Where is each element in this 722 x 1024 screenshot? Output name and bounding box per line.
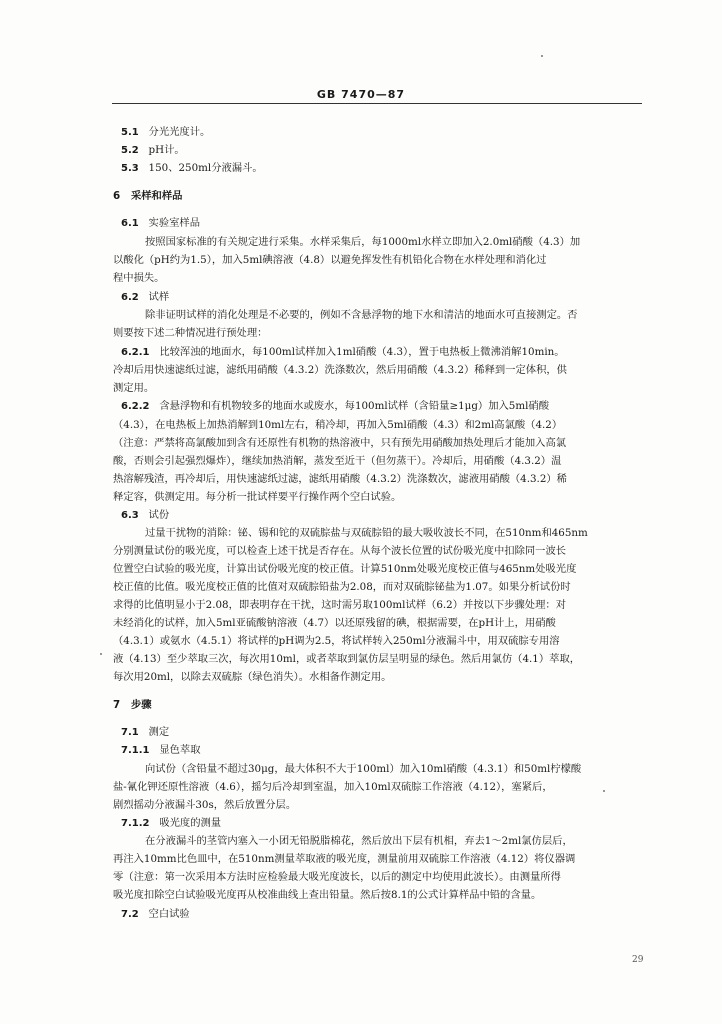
item-5-3: 5.3 150、250ml分液漏斗。: [121, 162, 263, 174]
heading-6-2: 6.2 试样: [121, 291, 170, 303]
para-6-2-1-line: 冷却后用快速滤纸过滤，滤纸用硝酸（4.3.2）洗涤数次，然后用硝酸（4.3.2）稀释到一定体积，供: [113, 364, 567, 376]
para-7-1-2-line: 在分液漏斗的茎管内塞入一小团无铅脱脂棉花，然后放出下层有机相，弃去1～2ml氯仿层后，: [145, 835, 573, 847]
item-5-2: 5.2 pH计。: [121, 144, 185, 156]
scan-speck: [541, 55, 543, 57]
page-header: GB 7470—87: [316, 88, 406, 101]
para-6-2-line: 则要按下述二种情况进行预处理：: [113, 327, 268, 339]
para-6-2-line: 除非证明试样的消化处理是不必要的，例如不含悬浮物的地下水和清洁的地面水可直接测定。否: [145, 309, 578, 321]
para-6-2-1-line: 测定用。: [113, 382, 155, 394]
para-7-1-1-line: 盐-氰化钾还原性溶液（4.6），摇匀后冷却到室温，加入10ml双硫腙工作溶液（4.12），塞紧后，: [113, 781, 553, 793]
section-6-heading: 6 采样和样品: [113, 190, 183, 202]
para-6-2-2-line: 热溶解残渣，再冷却后，用快速滤纸过滤，滤纸用硝酸（4.3.2）洗涤数次，滤液用硝酸（4.3.2）稀: [113, 473, 567, 485]
para-6-2-2-line: （注意：严禁将高氯酸加到含有还原性有机物的热溶液中，只有预先用硝酸加热处理后才能加入高氯: [113, 437, 567, 449]
item-5-1: 5.1 分光光度计。: [121, 126, 211, 138]
para-6-3-line: 未经消化的试样，加入5ml亚硫酸钠溶液（4.7）以还原残留的碘，根据需要，在pH计上，用硝酸: [113, 617, 556, 629]
para-7-1-2-line: 零（注意：第一次采用本方法时应检验最大吸光度波长，以后的测定中均使用此波长）。由测量所得: [113, 871, 561, 883]
para-6-1-line: 按照国家标准的有关规定进行采集。水样采集后，每1000ml水样立即加入2.0ml硝酸（4.3）加: [145, 236, 581, 248]
scan-speck: [603, 790, 605, 792]
heading-7-2: 7.2 空白试验: [121, 908, 190, 920]
para-7-1-2-line: 再注入10mm比色皿中，在510nm测量萃取液的吸光度，测量前用双硫腙工作溶液（4.12）将仪器调: [113, 853, 576, 865]
para-7-1-1-line: 剧烈摇动分液漏斗30s，然后放置分层。: [113, 799, 297, 811]
page-number: 29: [632, 955, 644, 965]
section-7-heading: 7 步骤: [113, 699, 152, 711]
header-rule: [112, 103, 642, 104]
para-6-3-line: 液（4.13）至少萃取三次，每次用10ml，或者萃取到氯仿层呈明显的绿色。然后用氯仿（4.1）萃取，: [113, 653, 581, 665]
heading-6-1: 6.1 实验室样品: [121, 217, 201, 229]
para-6-3-line: 校正值的比值。吸光度校正值的比值对双硫腙铅盐为2.08，而对双硫腙铋盐为1.07。如果分析试份时: [113, 581, 571, 593]
para-6-3-line: 过量干扰物的消除：铋、锡和铊的双硫腙盐与双硫腙铅的最大吸收波长不同，在510nm和465nm: [145, 527, 588, 539]
para-6-3-line: （4.3.1）或氨水（4.5.1）将试样的pH调为2.5，将试样转入250ml分液漏斗中，用双硫腙专用溶: [113, 635, 560, 647]
heading-7-1-1: 7.1.1 显色萃取: [121, 744, 201, 756]
para-6-3-line: 每次用20ml，以除去双硫腙（绿色消失）。水相备作测定用。: [113, 671, 392, 683]
para-6-1-line: 程中损失。: [113, 272, 165, 284]
para-7-1-2-line: 吸光度扣除空白试验吸光度再从校准曲线上查出铅量。然后按8.1的公式计算样品中铅的含量。: [113, 889, 542, 901]
scan-speck: [100, 653, 102, 655]
para-6-2-2-line: （4.3），在电热板上加热消解到10ml左右，稍冷却，再加入5ml硝酸（4.3）和2ml高氯酸（4.2）: [113, 419, 563, 431]
heading-6-3: 6.3 试份: [121, 509, 170, 521]
para-6-2-1-first: 6.2.1 比较浑浊的地面水，每100ml试样加入1ml硝酸（4.3），置于电热板上微沸消解10min。: [121, 346, 565, 358]
para-6-3-line: 分别测量试份的吸光度，可以检查上述干扰是否存在。从每个波长位置的试份吸光度中扣除同一波长: [113, 545, 567, 557]
para-6-3-line: 求得的比值明显小于2.08，即表明存在干扰，这时需另取100ml试样（6.2）并按以下步骤处理：对: [113, 599, 566, 611]
para-7-1-1-line: 向试份（含铅量不超过30μg，最大体积不大于100ml）加入10ml硝酸（4.3.1）和50ml柠檬酸: [145, 763, 582, 775]
heading-7-1: 7.1 测定: [121, 726, 170, 738]
para-6-2-2-line: 酸，否则会引起强烈爆炸），继续加热消解，蒸发至近干（但勿蒸干）。冷却后，用硝酸（4.3.2）温: [113, 455, 562, 467]
para-6-2-2-first: 6.2.2 含悬浮物和有机物较多的地面水或废水，每100ml试样（含铅量≥1μg）加入5ml硝酸: [121, 400, 549, 412]
heading-7-1-2: 7.1.2 吸光度的测量: [121, 817, 222, 829]
para-6-3-line: 位置空白试验的吸光度，计算出试份吸光度的校正值。计算510nm处吸光度校正值与465nm处吸光度: [113, 563, 577, 575]
para-6-2-2-line: 释定容，供测定用。每分析一批试样要平行操作两个空白试验。: [113, 491, 402, 503]
para-6-1-line: 以酸化（pH约为1.5），加入5ml碘溶液（4.8）以避免挥发性有机铅化合物在水样处理和消化过: [113, 254, 547, 266]
